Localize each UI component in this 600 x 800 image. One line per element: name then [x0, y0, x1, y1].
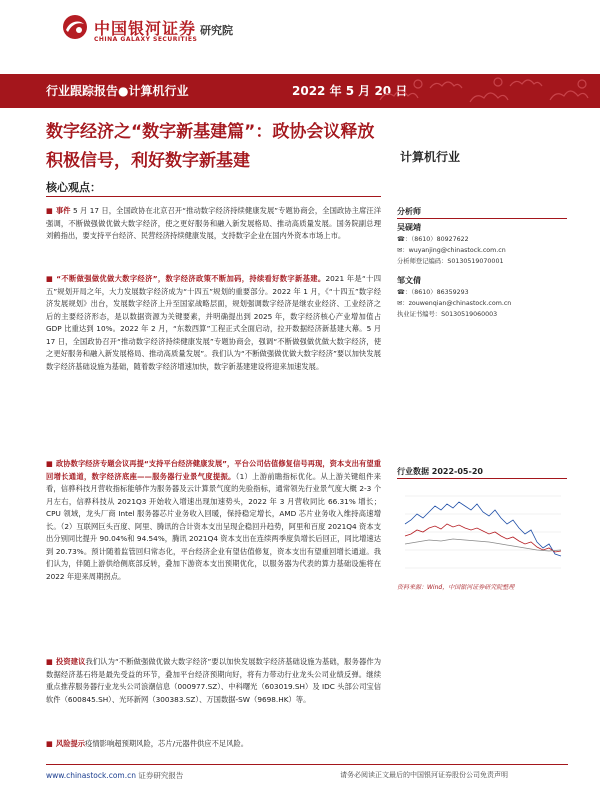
bullet-server — [46, 458, 381, 583]
analyst-phone: ☎：（8610）86359293 — [397, 289, 469, 296]
analyst-cert: 分析师登记编码：S0130519070001 — [397, 258, 504, 265]
bullet-lead: 事件 — [55, 206, 71, 215]
bullet-icon: ■ — [46, 657, 53, 666]
analyst-heading: 分析师 — [397, 207, 421, 216]
bullet-investment — [46, 656, 381, 706]
footer-divider — [46, 764, 568, 765]
bullet-lead: “不断做强做优做大数字经济”，数字经济政策不断加码，持续看好数字新基建。 — [56, 274, 326, 283]
industry-label: 计算机行业 — [400, 150, 461, 164]
report-title: 数字经济之“数字新基建篇”：政协会议释放积极信号，利好数字新基建 — [46, 122, 375, 171]
bullet-icon: ■ — [46, 459, 53, 468]
footer-url[interactable]: www.chinastock.com.cn — [46, 771, 136, 780]
bullet-lead: 风险提示 — [55, 739, 86, 748]
bullet-text: 2021 年是“十四五”规划开局之年，大力发展数字经济成为“十四五”规划的重要部分。2022 年 1 月，《“十四五”数字经济发展规划》出台，发展数字经济上升至国家战略层面，规划强调数字经济是继农业经济、工业经济之后的主要经济形态，是以数据资源为关键要素，并明确提出到 2025 年，数字经济核心产业增加值占 GDP 比重达到 10%。2022 年 2 月，“东数西算”工程正式全面启动，拉开数据经济新基建大幕。5 月 17 日，全国政协召开“推动数字经济持续健康发展”专题协商会，强调“不断做强做优做大数字经济，使之更好服务和融入新发展格局、推动高质量发展”。我们认为“不断做强做优做大数字经济”要以加快发展数字经济基础设施为基础，随着数字经济增速加快，数字新基建建设将迎来加速发展。 — [46, 274, 381, 371]
chart-source: 资料来源：Wind，中国银河证券研究院整理 — [397, 584, 515, 591]
logo-chinese: 中国银河证券 — [94, 19, 197, 38]
institute-label: 研究院 — [200, 24, 233, 37]
bullet-risk — [46, 738, 381, 751]
report-date: 2022 年 5 月 20 日 — [292, 84, 408, 98]
bullet-icon: ■ — [46, 739, 53, 748]
analyst-phone: ☎：（8610）80927622 — [397, 236, 469, 243]
bullet-text: 5 月 17 日，全国政协在北京召开“推动数字经济持续健康发展”专题协商会，全国政协主席汪洋强调，不断做强做优做大数字经济，使之更好服务和融入新发展格局、推动高质量发展。国务院副总理刘鹤指出，要支持平台经济、民营经济持续健康发展，支持数字企业在国内外资本市场上市。 — [46, 206, 381, 240]
footer-left — [46, 770, 183, 781]
header-banner — [0, 74, 600, 108]
analyst-cert: 执业证书编号：S0130519060003 — [397, 311, 498, 318]
divider — [397, 218, 567, 219]
industry-trend-chart — [397, 484, 569, 576]
divider — [46, 196, 381, 197]
core-views-heading: 核心观点： — [46, 181, 101, 194]
galaxy-logo-icon — [62, 14, 88, 40]
bullet-text: 我们认为“不断做强做优做大数字经济”要以加快发展数字经济基础设施为基础，服务器作为数据经济基石将是最先受益的环节，叠加平台经济预期向好，将有力带动行业龙头公司业绩反弹。继续重点推荐服务器行业龙头公司浪潮信息（000977.SZ）、中科曙光（603019.SH）及 IDC 头部公司宝信软件（600845.SH）、光环新网（300383.SZ）、万国数据-SW（9698.HK）等。 — [46, 657, 381, 704]
analyst-email[interactable]: ✉：zouwenqian@chinastock.com.cn — [397, 300, 512, 307]
footer-suffix: 证券研究报告 — [135, 771, 184, 780]
bullet-event — [46, 205, 381, 243]
footer-disclaimer: 请务必阅读正文最后的中国银河证券股份公司免责声明 — [340, 771, 508, 779]
bullet-policy — [46, 273, 381, 373]
bullet-text: 疫情影响超预期风险，芯片/元器件供应不足风险。 — [85, 739, 249, 748]
analyst-name: 邹文倩 — [397, 276, 421, 285]
bullet-lead: 投资建议 — [55, 657, 86, 666]
analyst-name: 吴砚靖 — [397, 223, 421, 232]
bullet-icon: ■ — [46, 206, 53, 215]
divider — [397, 478, 567, 479]
bullet-text: （1）上游前瞻指标优化。从上游关键组件来看，信骅科技月营收指标能够作为服务器及云计算景气度的先验指标，通常领先行业景气度大概 2-3 个月左右，信骅科技从 2021Q3 开始收入增速出现加速势头，2022 年 3 月营收同比 66.31% 增长；CPU 领域，龙头厂商 Intel 服务器芯片业务收入回暖，保持稳定增长，AMD 芯片业务收入维持高速增长。（2）互联网巨头百度、阿里、腾讯的合计资本支出呈现企稳回升趋势，阿里和百度 2021Q4 资本支出分别同比提升 90.04%和 94.54%，腾讯 2021Q4 资本支出在连续两季度负增长后回正，同比增速达到 20.73%。预计随着监管回归常态化，平台经济企业有望估值修复，资本支出有望重回增长通道。我们认为，伴随上游供给侧底部反转，叠加下游资本支出预期优化，以服务器为代表的算力基础设施将在 2022 年迎来周期拐点。 — [46, 471, 382, 581]
bullet-lead: 政协数字经济专题会议再提“支持平台经济健康发展”，平台公司估值修复信号再现，资本支出有望重回增长通道，数字经济底座——服务器行业景气度提振。 — [46, 459, 381, 481]
industry-data-heading: 行业数据 2022-05-20 — [397, 467, 483, 476]
analyst-email[interactable]: ✉：wuyanjing@chinastock.com.cn — [397, 247, 506, 254]
logo-english: CHINA GALAXY SECURITIES — [94, 36, 198, 43]
bullet-icon: ■ — [46, 274, 54, 283]
report-type: 行业跟踪报告●计算机行业 — [46, 84, 189, 98]
cloud-pattern-icon — [370, 74, 600, 108]
